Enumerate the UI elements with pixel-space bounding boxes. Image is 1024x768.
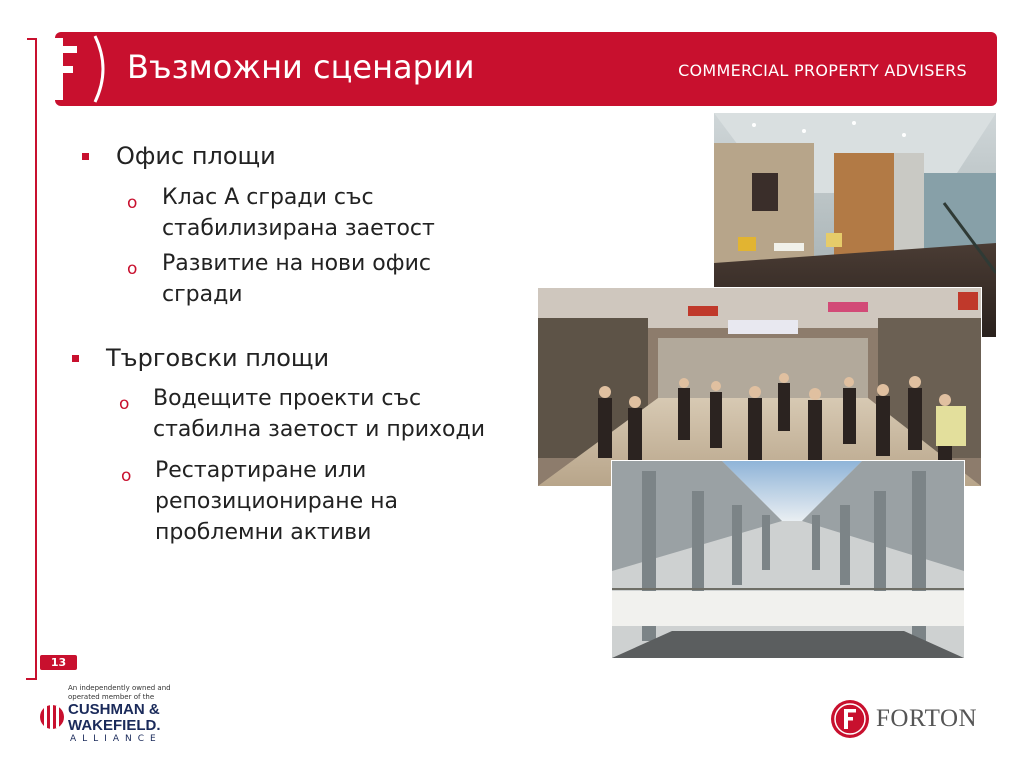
item-line: стабилизирана заетост xyxy=(162,216,435,241)
forton-circle-f-icon xyxy=(830,699,870,739)
forton-wordmark: FORTON xyxy=(876,705,978,732)
cw-name-line-1: CUSHMAN & xyxy=(68,701,160,718)
item-line: стабилна заетост и приходи xyxy=(153,417,485,442)
empty-mall-atrium-photo xyxy=(611,460,965,659)
section-office-label: Офис площи xyxy=(116,142,276,170)
forton-f-logo-icon xyxy=(55,32,115,106)
item-line: репозициониране на xyxy=(155,489,398,514)
item-line: Клас А сгради със xyxy=(162,185,374,210)
left-accent-rule-top xyxy=(27,38,37,40)
item-line: Водещите проекти със xyxy=(153,386,422,411)
bullet-circle-icon: o xyxy=(127,193,138,213)
item-line: Рестартиране или xyxy=(155,458,367,483)
item-line: сгради xyxy=(162,282,243,307)
section-retail-label: Търговски площи xyxy=(106,344,330,372)
header-bar xyxy=(55,32,997,106)
cushman-wakefield-logo xyxy=(38,684,218,754)
cw-member-text: An independently owned and operated member of the xyxy=(68,684,171,701)
shopping-mall-crowd-photo xyxy=(537,287,982,487)
bullet-square-icon xyxy=(72,355,79,362)
left-accent-rule xyxy=(35,40,37,680)
bullet-square-icon xyxy=(82,153,89,160)
item-line: проблемни активи xyxy=(155,520,372,545)
page-number-badge: 13 xyxy=(40,655,77,670)
cw-alliance: ALLIANCE xyxy=(70,734,162,744)
page-title: Възможни сценарии xyxy=(127,48,475,86)
cw-name-line-2: WAKEFIELD. xyxy=(68,717,161,734)
left-accent-rule-bottom xyxy=(26,678,37,680)
forton-logo xyxy=(830,697,1000,741)
bullet-circle-icon: o xyxy=(127,259,138,279)
bullet-circle-icon: o xyxy=(121,466,132,486)
bullet-circle-icon: o xyxy=(119,394,130,414)
cw-globe-icon xyxy=(38,700,66,734)
header-tagline: COMMERCIAL PROPERTY ADVISERS xyxy=(678,61,967,80)
item-line: Развитие на нови офис xyxy=(162,251,431,276)
cw-name xyxy=(68,702,161,734)
